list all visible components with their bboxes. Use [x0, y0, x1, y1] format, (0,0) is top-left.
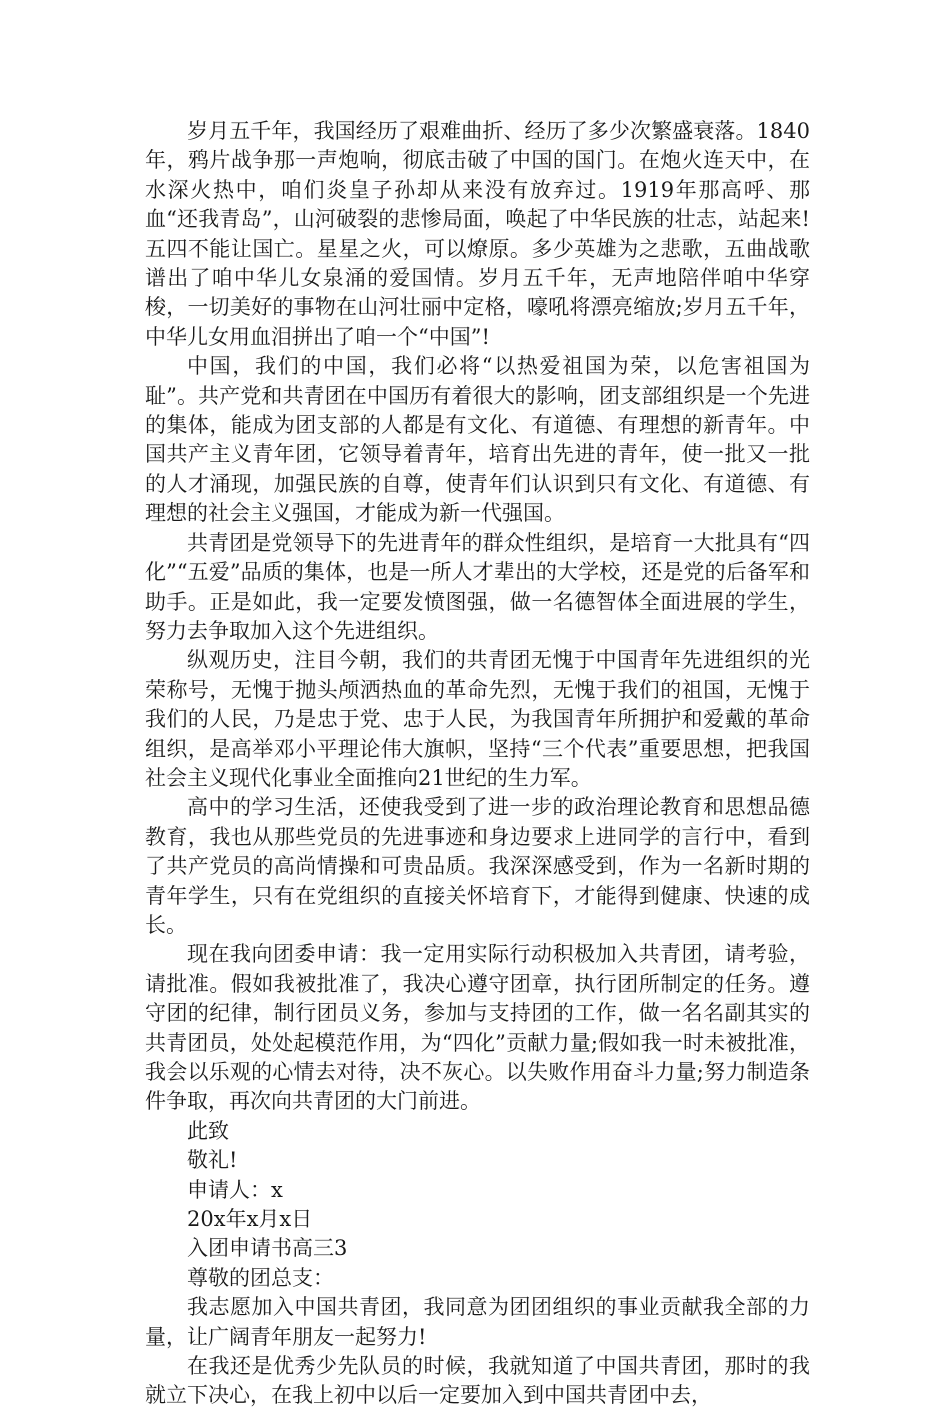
paragraph-league: 共青团是党领导下的先进青年的群众性组织，是培育一大批具有“四化”“五爱”品质的集体，也是一所人才辈出的大学校，还是党的后备军和助手。正是如此，我一定要发愤图强，做一名德智体全面进展的学生，努力去争取加入这个先进组织。	[145, 530, 810, 643]
closing-cizhi: 此致	[187, 1118, 229, 1143]
section-title: 入团申请书高三3	[187, 1236, 348, 1261]
paragraph-study: 高中的学习生活，还使我受到了进一步的政治理论教育和思想品德教育，我也从那些党员的先进事迹和身边要求上进同学的言行中，看到了共产党员的高尚情操和可贵品质。我深深感受到，作为一名新时期的青年学生，只有在党组织的直接关怀培育下，才能得到健康、快速的成长。	[145, 795, 810, 937]
paragraph-pioneer: 在我还是优秀少先队员的时候，我就知道了中国共青团，那时的我就立下决心，在我上初中以后一定要加入到中国共青团中去，	[145, 1354, 810, 1408]
paragraph-china: 中国，我们的中国，我们必将“以热爱祖国为荣，以危害祖国为耻”。共产党和共青团在中国历有着很大的影响，团支部组织是一个先进的集体，能成为团支部的人都是有文化、有道德、有理想的新青年。中国共产主义青年团，它领导着青年，培育出先进的青年，使一批又一批的人才涌现，加强民族的自尊，使青年们认识到只有文化、有道德、有理想的社会主义强国，才能成为新一代强国。	[145, 354, 810, 526]
document-page	[145, 117, 810, 1411]
closing-jingli: 敬礼!	[187, 1148, 238, 1173]
paragraph-wish: 我志愿加入中国共青团，我同意为团团组织的事业贡献我全部的力量，让广阔青年朋友一起努力!	[145, 1295, 810, 1349]
paragraph-application: 现在我向团委申请：我一定用实际行动积极加入共青团，请考验，请批准。假如我被批准了，我决心遵守团章，执行团所制定的任务。遵守团的纪律，制行团员义务，参加与支持团的工作，做一名名副其实的共青团员，处处起模范作用，为“四化”贡献力量;假如我一时未被批准，我会以乐观的心情去对待，决不灰心。以失败作用奋斗力量;努力制造条件争取，再次向共青团的大门前进。	[145, 942, 810, 1114]
salutation: 尊敬的团总支：	[187, 1265, 334, 1290]
paragraph-review: 纵观历史，注目今朝，我们的共青团无愧于中国青年先进组织的光荣称号，无愧于抛头颅洒热血的革命先烈，无愧于我们的祖国，无愧于我们的人民，乃是忠于党、忠于人民，为我国青年所拥护和爱戴的革命组织，是高举邓小平理论伟大旗帜，坚持“三个代表”重要思想，把我国社会主义现代化事业全面推向21世纪的生力军。	[145, 648, 810, 790]
paragraph-history: 岁月五千年，我国经历了艰难曲折、经历了多少次繁盛衰落。1840年，鸦片战争那一声炮响，彻底击破了中国的国门。在炮火连天中，在水深火热中，咱们炎皇子孙却从来没有放弃过。1919年那高呼、那血“还我青岛”，山河破裂的悲惨局面，唤起了中华民族的壮志，站起来!五四不能让国亡。星星之火，可以燎原。多少英雄为之悲歌，五曲战歌谱出了咱中华儿女泉涌的爱国情。岁月五千年，无声地陪伴咱中华穿梭，一切美好的事物在山河壮丽中定格，嚎吼将漂亮缩放;岁月五千年，中华儿女用血泪拼出了咱一个“中国”!	[145, 119, 810, 349]
applicant-line: 申请人：x	[187, 1177, 283, 1202]
date-line: 20x年x月x日	[187, 1207, 313, 1232]
